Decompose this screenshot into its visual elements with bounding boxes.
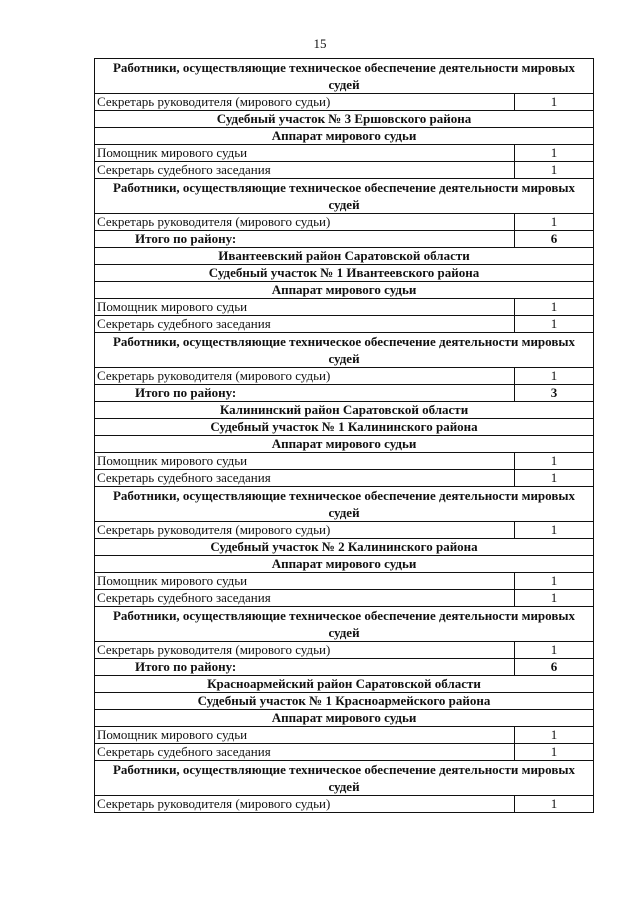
table-row (95, 94, 594, 111)
table-row (95, 145, 594, 162)
section-header-row (95, 676, 594, 693)
section-header-row (95, 111, 594, 128)
table-row (95, 316, 594, 333)
total-value: 3 (515, 385, 594, 402)
position-count: 1 (515, 162, 594, 179)
section-header: Калининский район Саратовской области (95, 402, 594, 419)
section-header: Судебный участок № 1 Ивантеевского района (95, 265, 594, 282)
section-header-row (95, 710, 594, 727)
section-header-row (95, 556, 594, 573)
section-header-row (95, 282, 594, 299)
position-count: 1 (515, 299, 594, 316)
category-header-row (95, 761, 594, 796)
section-header-row (95, 419, 594, 436)
category-header: Работники, осуществляющие техническое обеспечение деятельности мировых судей (95, 333, 594, 368)
position-name: Секретарь судебного заседания (95, 316, 515, 333)
position-count: 1 (515, 590, 594, 607)
section-header-row (95, 265, 594, 282)
table-row (95, 214, 594, 231)
staff-table-body (95, 59, 594, 813)
total-label: Итого по району: (95, 385, 515, 402)
position-count: 1 (515, 796, 594, 813)
position-count: 1 (515, 470, 594, 487)
position-name: Помощник мирового судьи (95, 299, 515, 316)
position-name: Секретарь руководителя (мирового судьи) (95, 642, 515, 659)
table-row (95, 470, 594, 487)
position-name: Секретарь руководителя (мирового судьи) (95, 522, 515, 539)
table-row (95, 573, 594, 590)
position-name: Секретарь судебного заседания (95, 470, 515, 487)
section-header: Ивантеевский район Саратовской области (95, 248, 594, 265)
position-name: Секретарь судебного заседания (95, 590, 515, 607)
section-header: Судебный участок № 1 Красноармейского района (95, 693, 594, 710)
section-header: Аппарат мирового судьи (95, 128, 594, 145)
table-row (95, 744, 594, 761)
position-name: Помощник мирового судьи (95, 727, 515, 744)
table-row (95, 590, 594, 607)
total-value: 6 (515, 231, 594, 248)
total-label: Итого по району: (95, 231, 515, 248)
position-count: 1 (515, 368, 594, 385)
position-count: 1 (515, 145, 594, 162)
position-count: 1 (515, 744, 594, 761)
position-name: Секретарь руководителя (мирового судьи) (95, 214, 515, 231)
total-label: Итого по району: (95, 659, 515, 676)
table-row (95, 453, 594, 470)
position-count: 1 (515, 727, 594, 744)
position-name: Секретарь судебного заседания (95, 744, 515, 761)
section-header: Аппарат мирового судьи (95, 556, 594, 573)
total-row (95, 659, 594, 676)
category-header-row (95, 607, 594, 642)
position-count: 1 (515, 642, 594, 659)
section-header-row (95, 248, 594, 265)
position-name: Секретарь судебного заседания (95, 162, 515, 179)
section-header: Судебный участок № 3 Ершовского района (95, 111, 594, 128)
table-row (95, 796, 594, 813)
category-header-row (95, 487, 594, 522)
section-header: Красноармейский район Саратовской области (95, 676, 594, 693)
category-header: Работники, осуществляющие техническое обеспечение деятельности мировых судей (95, 607, 594, 642)
position-count: 1 (515, 453, 594, 470)
table-row (95, 522, 594, 539)
section-header-row (95, 402, 594, 419)
position-name: Помощник мирового судьи (95, 145, 515, 162)
position-count: 1 (515, 94, 594, 111)
staff-table (94, 58, 594, 813)
table-row (95, 642, 594, 659)
section-header-row (95, 436, 594, 453)
position-name: Помощник мирового судьи (95, 573, 515, 590)
position-count: 1 (515, 214, 594, 231)
position-name: Помощник мирового судьи (95, 453, 515, 470)
section-header: Судебный участок № 1 Калининского района (95, 419, 594, 436)
page-number: 15 (313, 36, 327, 51)
position-name: Секретарь руководителя (мирового судьи) (95, 796, 515, 813)
category-header: Работники, осуществляющие техническое обеспечение деятельности мировых судей (95, 179, 594, 214)
table-row (95, 162, 594, 179)
total-row (95, 385, 594, 402)
section-header: Аппарат мирового судьи (95, 282, 594, 299)
position-count: 1 (515, 573, 594, 590)
category-header: Работники, осуществляющие техническое обеспечение деятельности мировых судей (95, 487, 594, 522)
category-header: Работники, осуществляющие техническое обеспечение деятельности мировых судей (95, 761, 594, 796)
position-name: Секретарь руководителя (мирового судьи) (95, 368, 515, 385)
table-row (95, 299, 594, 316)
total-value: 6 (515, 659, 594, 676)
category-header-row (95, 179, 594, 214)
section-header: Аппарат мирового судьи (95, 436, 594, 453)
section-header-row (95, 539, 594, 556)
table-row (95, 727, 594, 744)
total-row (95, 231, 594, 248)
category-header-row (95, 333, 594, 368)
category-header: Работники, осуществляющие техническое обеспечение деятельности мировых судей (95, 59, 594, 94)
section-header: Аппарат мирового судьи (95, 710, 594, 727)
position-name: Секретарь руководителя (мирового судьи) (95, 94, 515, 111)
position-count: 1 (515, 522, 594, 539)
position-count: 1 (515, 316, 594, 333)
section-header: Судебный участок № 2 Калининского района (95, 539, 594, 556)
section-header-row (95, 128, 594, 145)
category-header-row (95, 59, 594, 94)
section-header-row (95, 693, 594, 710)
table-row (95, 368, 594, 385)
